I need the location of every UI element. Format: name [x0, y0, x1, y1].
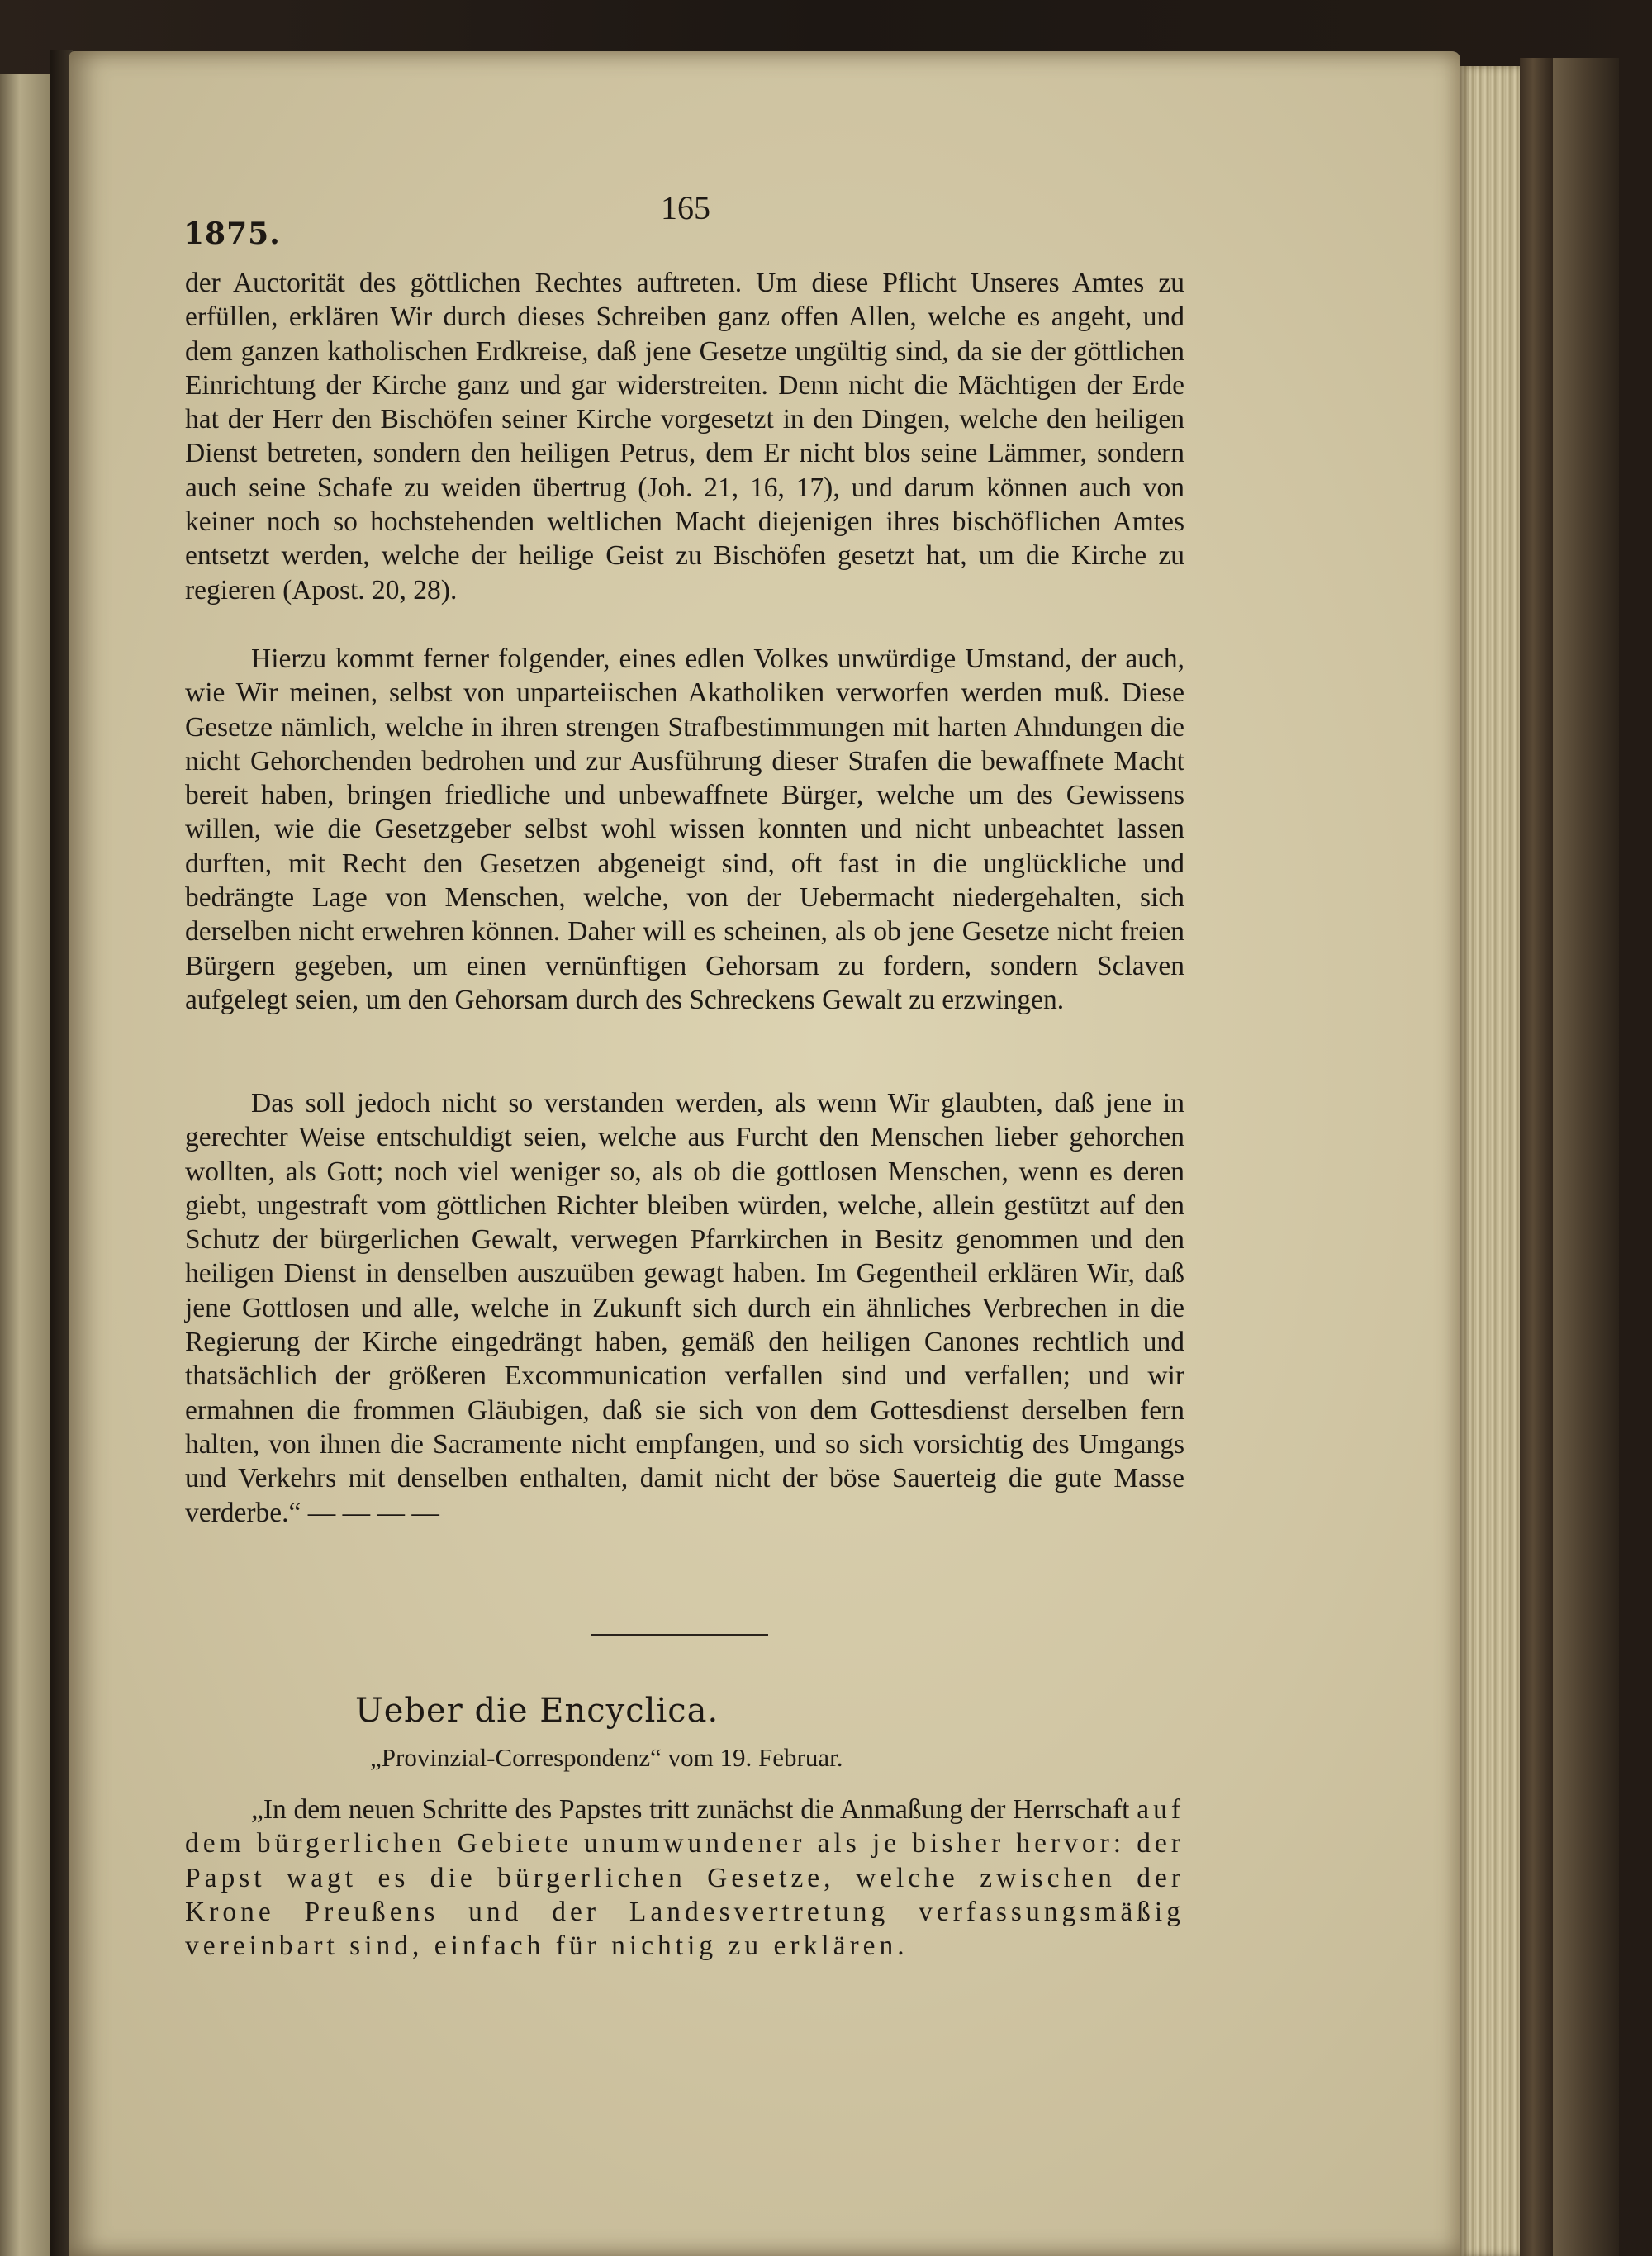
- cover-board: [1553, 58, 1619, 2256]
- paragraph-4-lead: „In dem neuen Schritte des Papstes tritt zunächst die Anmaßung der Herrschaft: [251, 1794, 1137, 1825]
- page-edges: [1460, 66, 1520, 2256]
- page-number: 165: [661, 189, 710, 226]
- previous-page-edge: [0, 74, 55, 2256]
- paragraph-4-emphasis: auf dem bürgerlichen Gebiete unumwundener als je bisher hervor: der Papst wagt es die bürgerlichen Gesetze, welche zwischen der Krone Preußens und der Landesvertretung verfassungsmäßig vereinbart sind, einfach für nichtig zu erklären.: [185, 1794, 1184, 1962]
- section-title: Ueber die Encyclica.: [355, 1692, 719, 1730]
- paragraph-1: der Auctorität des göttlichen Rechtes auftreten. Um diese Pflicht Unseres Amtes zu erfüllen, erklären Wir durch dieses Schreiben ganz offen Allen, welche es angeht, und dem ganzen katholischen Erdkreise, daß jene Gesetze ungültig sind, da sie der göttlichen Einrichtung der Kirche ganz und gar widerstreiten. Denn nicht die Mächtigen der Erde hat der Herr den Bischöfen seiner Kirche vorgesetzt in den Dingen, welche den heiligen Dienst betreten, sondern den heiligen Petrus, dem Er nicht blos seine Lämmer, sondern auch seine Schafe zu weiden übertrug (Joh. 21, 16, 17), und darum können auch von keiner noch so hochstehenden weltlichen Macht diejenigen ihres bischöflichen Amtes entsetzt werden, welche der heilige Geist zu Bischöfen gesetzt hat, um die Kirche zu regieren (Apost. 20, 28).: [185, 268, 1184, 606]
- paragraph-3: Das soll jedoch nicht so verstanden werden, als wenn Wir glaubten, daß jene in gerechter Weise entschuldigt seien, welche aus Furcht den Menschen lieber gehorchen wollten, als Gott; noch viel weniger so, als ob die gottlosen Menschen, wenn es deren giebt, ungestraft vom göttlichen Richter bleiben würden, welche, allein gestützt auf den Schutz der bürgerlichen Gewalt, verwegen Pfarrkirchen in Besitz genommen und den heiligen Dienst in denselben auszuüben gewagt haben. Im Gegentheil erklären Wir, daß jene Gottlosen und alle, welche in Zukunft sich durch ein ähnliches Verbrechen in die Regierung der Kirche eingedrängt haben, gemäß den heiligen Canones rechtlich und thatsächlich der größeren Excommunication verfallen sind und verfallen; und wir ermahnen die frommen Gläubigen, daß sie sich von dem Gottesdienst derselben fern halten, von ihnen die Sacramente nicht empfangen, und so sich vorsichtig des Umgangs und Verkehrs mit denselben enthalten, damit nicht der böse Sauerteig die gute Masse verderbe.“ — — — —: [185, 1088, 1184, 1528]
- paragraph-4: [185, 1793, 1184, 1963]
- section-divider: [591, 1634, 768, 1636]
- paragraph-2: Hierzu kommt ferner folgender, eines edlen Volkes unwürdige Umstand, der auch, wie Wir meinen, selbst von unparteiischen Akatholiken verworfen werden muß. Diese Gesetze nämlich, welche in ihren strengen Strafbestimmungen mit harten Ahndungen die nicht Gehorchenden bedrohen und zur Ausführung dieser Strafen die bewaffnete Macht bereit haben, bringen friedliche und unbewaffnete Bürger, welche um des Gewissens willen, wie die Gesetzgeber selbst wohl wissen konnten und nicht unbeachtet lassen durften, mit Recht den Gesetzen abgeneigt sind, oft fast in die unglückliche und bedrängte Lage von Menschen, welche, von der Uebermacht niedergehalten, sich derselben nicht erwehren können. Daher will es scheinen, als ob jene Gesetze nicht freien Bürgern gegeben, um einen vernünftigen Gehorsam zu fordern, sondern Sclaven aufgelegt seien, um den Gehorsam durch des Schreckens Gewalt zu erzwingen.: [185, 644, 1184, 1015]
- cover-edge: [1520, 58, 1553, 2256]
- header-year: 1875.: [183, 216, 281, 251]
- source-line: „Provinzial-Correspondenz“ vom 19. Februar.: [370, 1743, 843, 1772]
